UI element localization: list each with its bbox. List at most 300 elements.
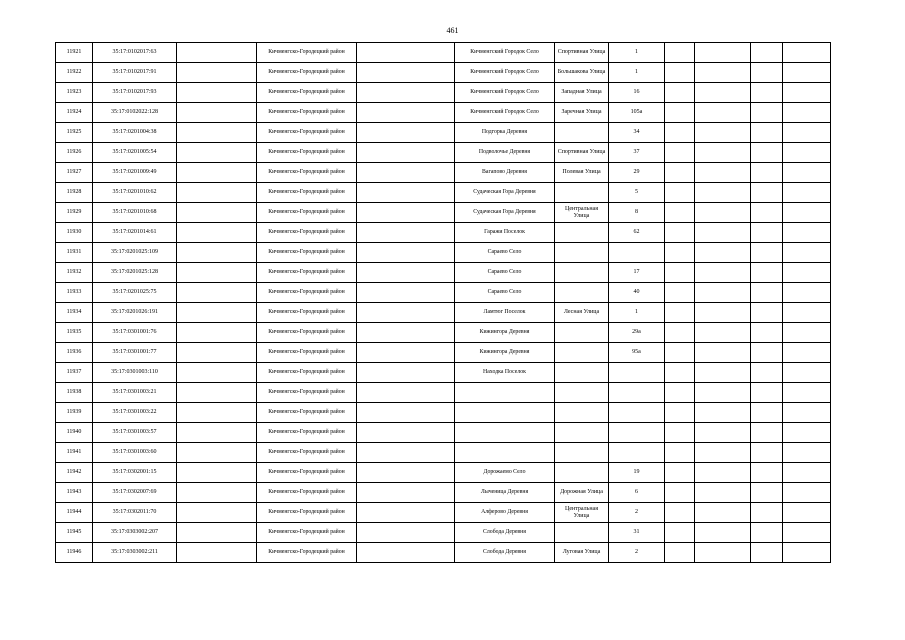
locality-cell: Кижингора Деревня [455, 343, 555, 363]
house-number-cell: 62 [609, 223, 665, 243]
empty-cell [783, 183, 831, 203]
house-number-cell: 2 [609, 503, 665, 523]
house-number-cell [609, 383, 665, 403]
empty-cell [357, 183, 455, 203]
row-number-cell: 11944 [56, 503, 93, 523]
empty-cell [665, 523, 695, 543]
empty-cell [751, 503, 783, 523]
street-cell [555, 183, 609, 203]
empty-cell [177, 303, 257, 323]
empty-cell [695, 123, 751, 143]
street-cell: Спортивная Улица [555, 43, 609, 63]
empty-cell [665, 303, 695, 323]
locality-cell: Кичменгский Городок Село [455, 103, 555, 123]
house-number-cell: 1 [609, 63, 665, 83]
locality-cell: Кичменгский Городок Село [455, 63, 555, 83]
locality-cell: Слобода Деревня [455, 523, 555, 543]
empty-cell [751, 483, 783, 503]
house-number-cell: 17 [609, 263, 665, 283]
empty-cell [665, 363, 695, 383]
cadastral-number-cell: 35:17:0201009:49 [93, 163, 177, 183]
empty-cell [695, 283, 751, 303]
empty-cell [695, 223, 751, 243]
row-number-cell: 11929 [56, 203, 93, 223]
empty-cell [751, 463, 783, 483]
empty-cell [665, 143, 695, 163]
empty-cell [783, 463, 831, 483]
row-number-cell: 11930 [56, 223, 93, 243]
table-row [56, 403, 831, 423]
empty-cell [665, 483, 695, 503]
empty-cell [177, 143, 257, 163]
empty-cell [357, 143, 455, 163]
empty-cell [177, 363, 257, 383]
empty-cell [357, 63, 455, 83]
locality-cell [455, 383, 555, 403]
empty-cell [665, 403, 695, 423]
empty-cell [177, 463, 257, 483]
cadastral-number-cell: 35:17:0302001:15 [93, 463, 177, 483]
locality-cell: Кижингора Деревня [455, 323, 555, 343]
empty-cell [783, 363, 831, 383]
table-row [56, 323, 831, 343]
empty-cell [783, 263, 831, 283]
house-number-cell: 8 [609, 203, 665, 223]
locality-cell: Слобода Деревня [455, 543, 555, 563]
street-cell: Лесная Улица [555, 303, 609, 323]
empty-cell [695, 543, 751, 563]
district-cell: Кичменгско-Городецкий район [257, 303, 357, 323]
empty-cell [751, 143, 783, 163]
cadastral-number-cell: 35:17:0301003:57 [93, 423, 177, 443]
empty-cell [783, 423, 831, 443]
house-number-cell: 37 [609, 143, 665, 163]
empty-cell [665, 283, 695, 303]
table-row [56, 43, 831, 63]
district-cell: Кичменгско-Городецкий район [257, 283, 357, 303]
empty-cell [665, 263, 695, 283]
empty-cell [665, 543, 695, 563]
district-cell: Кичменгско-Городецкий район [257, 523, 357, 543]
empty-cell [783, 443, 831, 463]
locality-cell [455, 443, 555, 463]
empty-cell [177, 503, 257, 523]
street-cell [555, 243, 609, 263]
cadastral-number-cell: 35:17:0301003:21 [93, 383, 177, 403]
row-number-cell: 11922 [56, 63, 93, 83]
empty-cell [783, 123, 831, 143]
empty-cell [665, 383, 695, 403]
empty-cell [695, 423, 751, 443]
district-cell: Кичменгско-Городецкий район [257, 443, 357, 463]
locality-cell: Алферово Деревня [455, 503, 555, 523]
house-number-cell: 29а [609, 323, 665, 343]
house-number-cell: 29 [609, 163, 665, 183]
table-row [56, 63, 831, 83]
row-number-cell: 11923 [56, 83, 93, 103]
district-cell: Кичменгско-Городецкий район [257, 183, 357, 203]
street-cell [555, 383, 609, 403]
empty-cell [695, 323, 751, 343]
cadastral-number-cell: 35:17:0303002:207 [93, 523, 177, 543]
empty-cell [357, 463, 455, 483]
district-cell: Кичменгско-Городецкий район [257, 83, 357, 103]
street-cell: Большакова Улица [555, 63, 609, 83]
cadastral-number-cell: 35:17:0301001:76 [93, 323, 177, 343]
empty-cell [783, 243, 831, 263]
empty-cell [695, 343, 751, 363]
empty-cell [665, 323, 695, 343]
locality-cell: Лыченица Деревня [455, 483, 555, 503]
empty-cell [751, 383, 783, 403]
row-number-cell: 11938 [56, 383, 93, 403]
table-row [56, 543, 831, 563]
empty-cell [783, 203, 831, 223]
empty-cell [751, 343, 783, 363]
empty-cell [751, 103, 783, 123]
empty-cell [357, 223, 455, 243]
locality-cell: Судаческая Гора Деревня [455, 183, 555, 203]
house-number-cell: 16 [609, 83, 665, 103]
locality-cell: Сараево Село [455, 263, 555, 283]
district-cell: Кичменгско-Городецкий район [257, 363, 357, 383]
empty-cell [177, 63, 257, 83]
row-number-cell: 11928 [56, 183, 93, 203]
empty-cell [665, 463, 695, 483]
row-number-cell: 11933 [56, 283, 93, 303]
street-cell [555, 283, 609, 303]
house-number-cell [609, 403, 665, 423]
street-cell: Дорожная Улица [555, 483, 609, 503]
locality-cell: Подволочье Деревня [455, 143, 555, 163]
empty-cell [665, 223, 695, 243]
table-row [56, 443, 831, 463]
table-row [56, 483, 831, 503]
table-row [56, 223, 831, 243]
empty-cell [177, 243, 257, 263]
district-cell: Кичменгско-Городецкий район [257, 483, 357, 503]
empty-cell [695, 163, 751, 183]
table-row [56, 163, 831, 183]
district-cell: Кичменгско-Городецкий район [257, 103, 357, 123]
empty-cell [357, 303, 455, 323]
row-number-cell: 11942 [56, 463, 93, 483]
page-number: 461 [446, 26, 459, 35]
district-cell: Кичменгско-Городецкий район [257, 263, 357, 283]
house-number-cell [609, 443, 665, 463]
empty-cell [751, 243, 783, 263]
empty-cell [783, 163, 831, 183]
district-cell: Кичменгско-Городецкий район [257, 343, 357, 363]
cadastral-number-cell: 35:17:0201004:38 [93, 123, 177, 143]
table-body [56, 43, 831, 563]
empty-cell [177, 123, 257, 143]
street-cell [555, 343, 609, 363]
empty-cell [665, 243, 695, 263]
table-row [56, 503, 831, 523]
empty-cell [177, 423, 257, 443]
empty-cell [177, 223, 257, 243]
locality-cell: Сараево Село [455, 243, 555, 263]
empty-cell [357, 543, 455, 563]
row-number-cell: 11924 [56, 103, 93, 123]
street-cell [555, 403, 609, 423]
row-number-cell: 11945 [56, 523, 93, 543]
empty-cell [177, 183, 257, 203]
empty-cell [357, 103, 455, 123]
house-number-cell: 1 [609, 43, 665, 63]
empty-cell [695, 523, 751, 543]
table-row [56, 103, 831, 123]
empty-cell [665, 343, 695, 363]
empty-cell [177, 523, 257, 543]
street-cell [555, 323, 609, 343]
row-number-cell: 11927 [56, 163, 93, 183]
empty-cell [751, 223, 783, 243]
district-cell: Кичменгско-Городецкий район [257, 503, 357, 523]
empty-cell [357, 43, 455, 63]
empty-cell [695, 43, 751, 63]
row-number-cell: 11921 [56, 43, 93, 63]
empty-cell [783, 483, 831, 503]
empty-cell [783, 523, 831, 543]
row-number-cell: 11943 [56, 483, 93, 503]
street-cell [555, 463, 609, 483]
house-number-cell: 6 [609, 483, 665, 503]
empty-cell [357, 503, 455, 523]
empty-cell [783, 343, 831, 363]
empty-cell [177, 383, 257, 403]
empty-cell [783, 103, 831, 123]
street-cell: Центральная Улица [555, 503, 609, 523]
empty-cell [695, 363, 751, 383]
locality-cell: Вагапово Деревня [455, 163, 555, 183]
empty-cell [751, 63, 783, 83]
district-cell: Кичменгско-Городецкий район [257, 163, 357, 183]
registry-table [55, 42, 831, 563]
house-number-cell: 40 [609, 283, 665, 303]
empty-cell [783, 383, 831, 403]
table-row [56, 463, 831, 483]
street-cell [555, 423, 609, 443]
empty-cell [357, 83, 455, 103]
house-number-cell: 31 [609, 523, 665, 543]
empty-cell [695, 483, 751, 503]
empty-cell [751, 403, 783, 423]
cadastral-number-cell: 35:17:0201010:68 [93, 203, 177, 223]
empty-cell [751, 543, 783, 563]
empty-cell [751, 163, 783, 183]
street-cell: Заречная Улица [555, 103, 609, 123]
district-cell: Кичменгско-Городецкий район [257, 243, 357, 263]
empty-cell [357, 203, 455, 223]
table-row [56, 363, 831, 383]
cadastral-number-cell: 35:17:0201014:61 [93, 223, 177, 243]
street-cell [555, 523, 609, 543]
street-cell [555, 363, 609, 383]
empty-cell [751, 423, 783, 443]
district-cell: Кичменгско-Городецкий район [257, 323, 357, 343]
house-number-cell: 34 [609, 123, 665, 143]
empty-cell [177, 43, 257, 63]
cadastral-number-cell: 35:17:0201005:54 [93, 143, 177, 163]
cadastral-number-cell: 35:17:0102017:93 [93, 83, 177, 103]
street-cell [555, 123, 609, 143]
locality-cell: Подгорка Деревня [455, 123, 555, 143]
house-number-cell [609, 363, 665, 383]
locality-cell [455, 423, 555, 443]
empty-cell [177, 323, 257, 343]
table-row [56, 243, 831, 263]
table-row [56, 263, 831, 283]
empty-cell [357, 263, 455, 283]
empty-cell [783, 283, 831, 303]
table-row [56, 523, 831, 543]
district-cell: Кичменгско-Городецкий район [257, 223, 357, 243]
empty-cell [695, 503, 751, 523]
table-row [56, 423, 831, 443]
street-cell [555, 223, 609, 243]
empty-cell [751, 203, 783, 223]
empty-cell [357, 323, 455, 343]
cadastral-number-cell: 35:17:0302011:70 [93, 503, 177, 523]
cadastral-number-cell: 35:17:0302007:69 [93, 483, 177, 503]
street-cell: Луговая Улица [555, 543, 609, 563]
empty-cell [695, 463, 751, 483]
empty-cell [751, 523, 783, 543]
empty-cell [177, 83, 257, 103]
empty-cell [695, 383, 751, 403]
empty-cell [177, 443, 257, 463]
table-row [56, 83, 831, 103]
empty-cell [751, 183, 783, 203]
street-cell: Спортивная Улица [555, 143, 609, 163]
table-row [56, 183, 831, 203]
district-cell: Кичменгско-Городецкий район [257, 543, 357, 563]
row-number-cell: 11932 [56, 263, 93, 283]
empty-cell [695, 243, 751, 263]
house-number-cell [609, 423, 665, 443]
empty-cell [695, 63, 751, 83]
table-row [56, 343, 831, 363]
table-row [56, 283, 831, 303]
row-number-cell: 11940 [56, 423, 93, 443]
empty-cell [751, 303, 783, 323]
empty-cell [695, 303, 751, 323]
empty-cell [783, 43, 831, 63]
cadastral-number-cell: 35:17:0201025:109 [93, 243, 177, 263]
locality-cell: Находка Поселок [455, 363, 555, 383]
house-number-cell: 2 [609, 543, 665, 563]
district-cell: Кичменгско-Городецкий район [257, 203, 357, 223]
empty-cell [783, 223, 831, 243]
cadastral-number-cell: 35:17:0102022:128 [93, 103, 177, 123]
cadastral-number-cell: 35:17:0301003:110 [93, 363, 177, 383]
empty-cell [665, 123, 695, 143]
street-cell [555, 263, 609, 283]
table-row [56, 143, 831, 163]
district-cell: Кичменгско-Городецкий район [257, 143, 357, 163]
row-number-cell: 11936 [56, 343, 93, 363]
house-number-cell: 5 [609, 183, 665, 203]
district-cell: Кичменгско-Городецкий район [257, 383, 357, 403]
empty-cell [177, 403, 257, 423]
empty-cell [695, 263, 751, 283]
row-number-cell: 11939 [56, 403, 93, 423]
cadastral-number-cell: 35:17:0303002:211 [93, 543, 177, 563]
empty-cell [357, 483, 455, 503]
empty-cell [357, 403, 455, 423]
empty-cell [751, 43, 783, 63]
district-cell: Кичменгско-Городецкий район [257, 123, 357, 143]
empty-cell [751, 263, 783, 283]
row-number-cell: 11941 [56, 443, 93, 463]
cadastral-number-cell: 35:17:0301003:22 [93, 403, 177, 423]
empty-cell [665, 163, 695, 183]
empty-cell [665, 43, 695, 63]
empty-cell [177, 343, 257, 363]
empty-cell [357, 283, 455, 303]
empty-cell [751, 83, 783, 103]
empty-cell [357, 523, 455, 543]
cadastral-number-cell: 35:17:0102017:63 [93, 43, 177, 63]
empty-cell [751, 283, 783, 303]
street-cell [555, 443, 609, 463]
locality-cell: Кичменгский Городок Село [455, 83, 555, 103]
district-cell: Кичменгско-Городецкий район [257, 403, 357, 423]
empty-cell [177, 483, 257, 503]
row-number-cell: 11935 [56, 323, 93, 343]
empty-cell [665, 183, 695, 203]
empty-cell [751, 443, 783, 463]
locality-cell: Кичменгский Городок Село [455, 43, 555, 63]
empty-cell [357, 123, 455, 143]
locality-cell: Судаческая Гора Деревня [455, 203, 555, 223]
locality-cell: Сараево Село [455, 283, 555, 303]
empty-cell [357, 443, 455, 463]
empty-cell [357, 163, 455, 183]
empty-cell [665, 443, 695, 463]
street-cell: Западная Улица [555, 83, 609, 103]
locality-cell: Гаражи Поселок [455, 223, 555, 243]
table-row [56, 303, 831, 323]
table-row [56, 383, 831, 403]
row-number-cell: 11946 [56, 543, 93, 563]
empty-cell [783, 63, 831, 83]
house-number-cell [609, 243, 665, 263]
empty-cell [783, 323, 831, 343]
empty-cell [695, 443, 751, 463]
empty-cell [665, 503, 695, 523]
empty-cell [695, 83, 751, 103]
empty-cell [357, 363, 455, 383]
empty-cell [783, 403, 831, 423]
empty-cell [665, 423, 695, 443]
empty-cell [783, 503, 831, 523]
district-cell: Кичменгско-Городецкий район [257, 423, 357, 443]
house-number-cell: 105а [609, 103, 665, 123]
house-number-cell: 19 [609, 463, 665, 483]
cadastral-number-cell: 35:17:0201025:75 [93, 283, 177, 303]
empty-cell [357, 383, 455, 403]
district-cell: Кичменгско-Городецкий район [257, 63, 357, 83]
empty-cell [357, 243, 455, 263]
empty-cell [357, 343, 455, 363]
cadastral-number-cell: 35:17:0201026:191 [93, 303, 177, 323]
row-number-cell: 11937 [56, 363, 93, 383]
cadastral-number-cell: 35:17:0201010:62 [93, 183, 177, 203]
empty-cell [665, 203, 695, 223]
